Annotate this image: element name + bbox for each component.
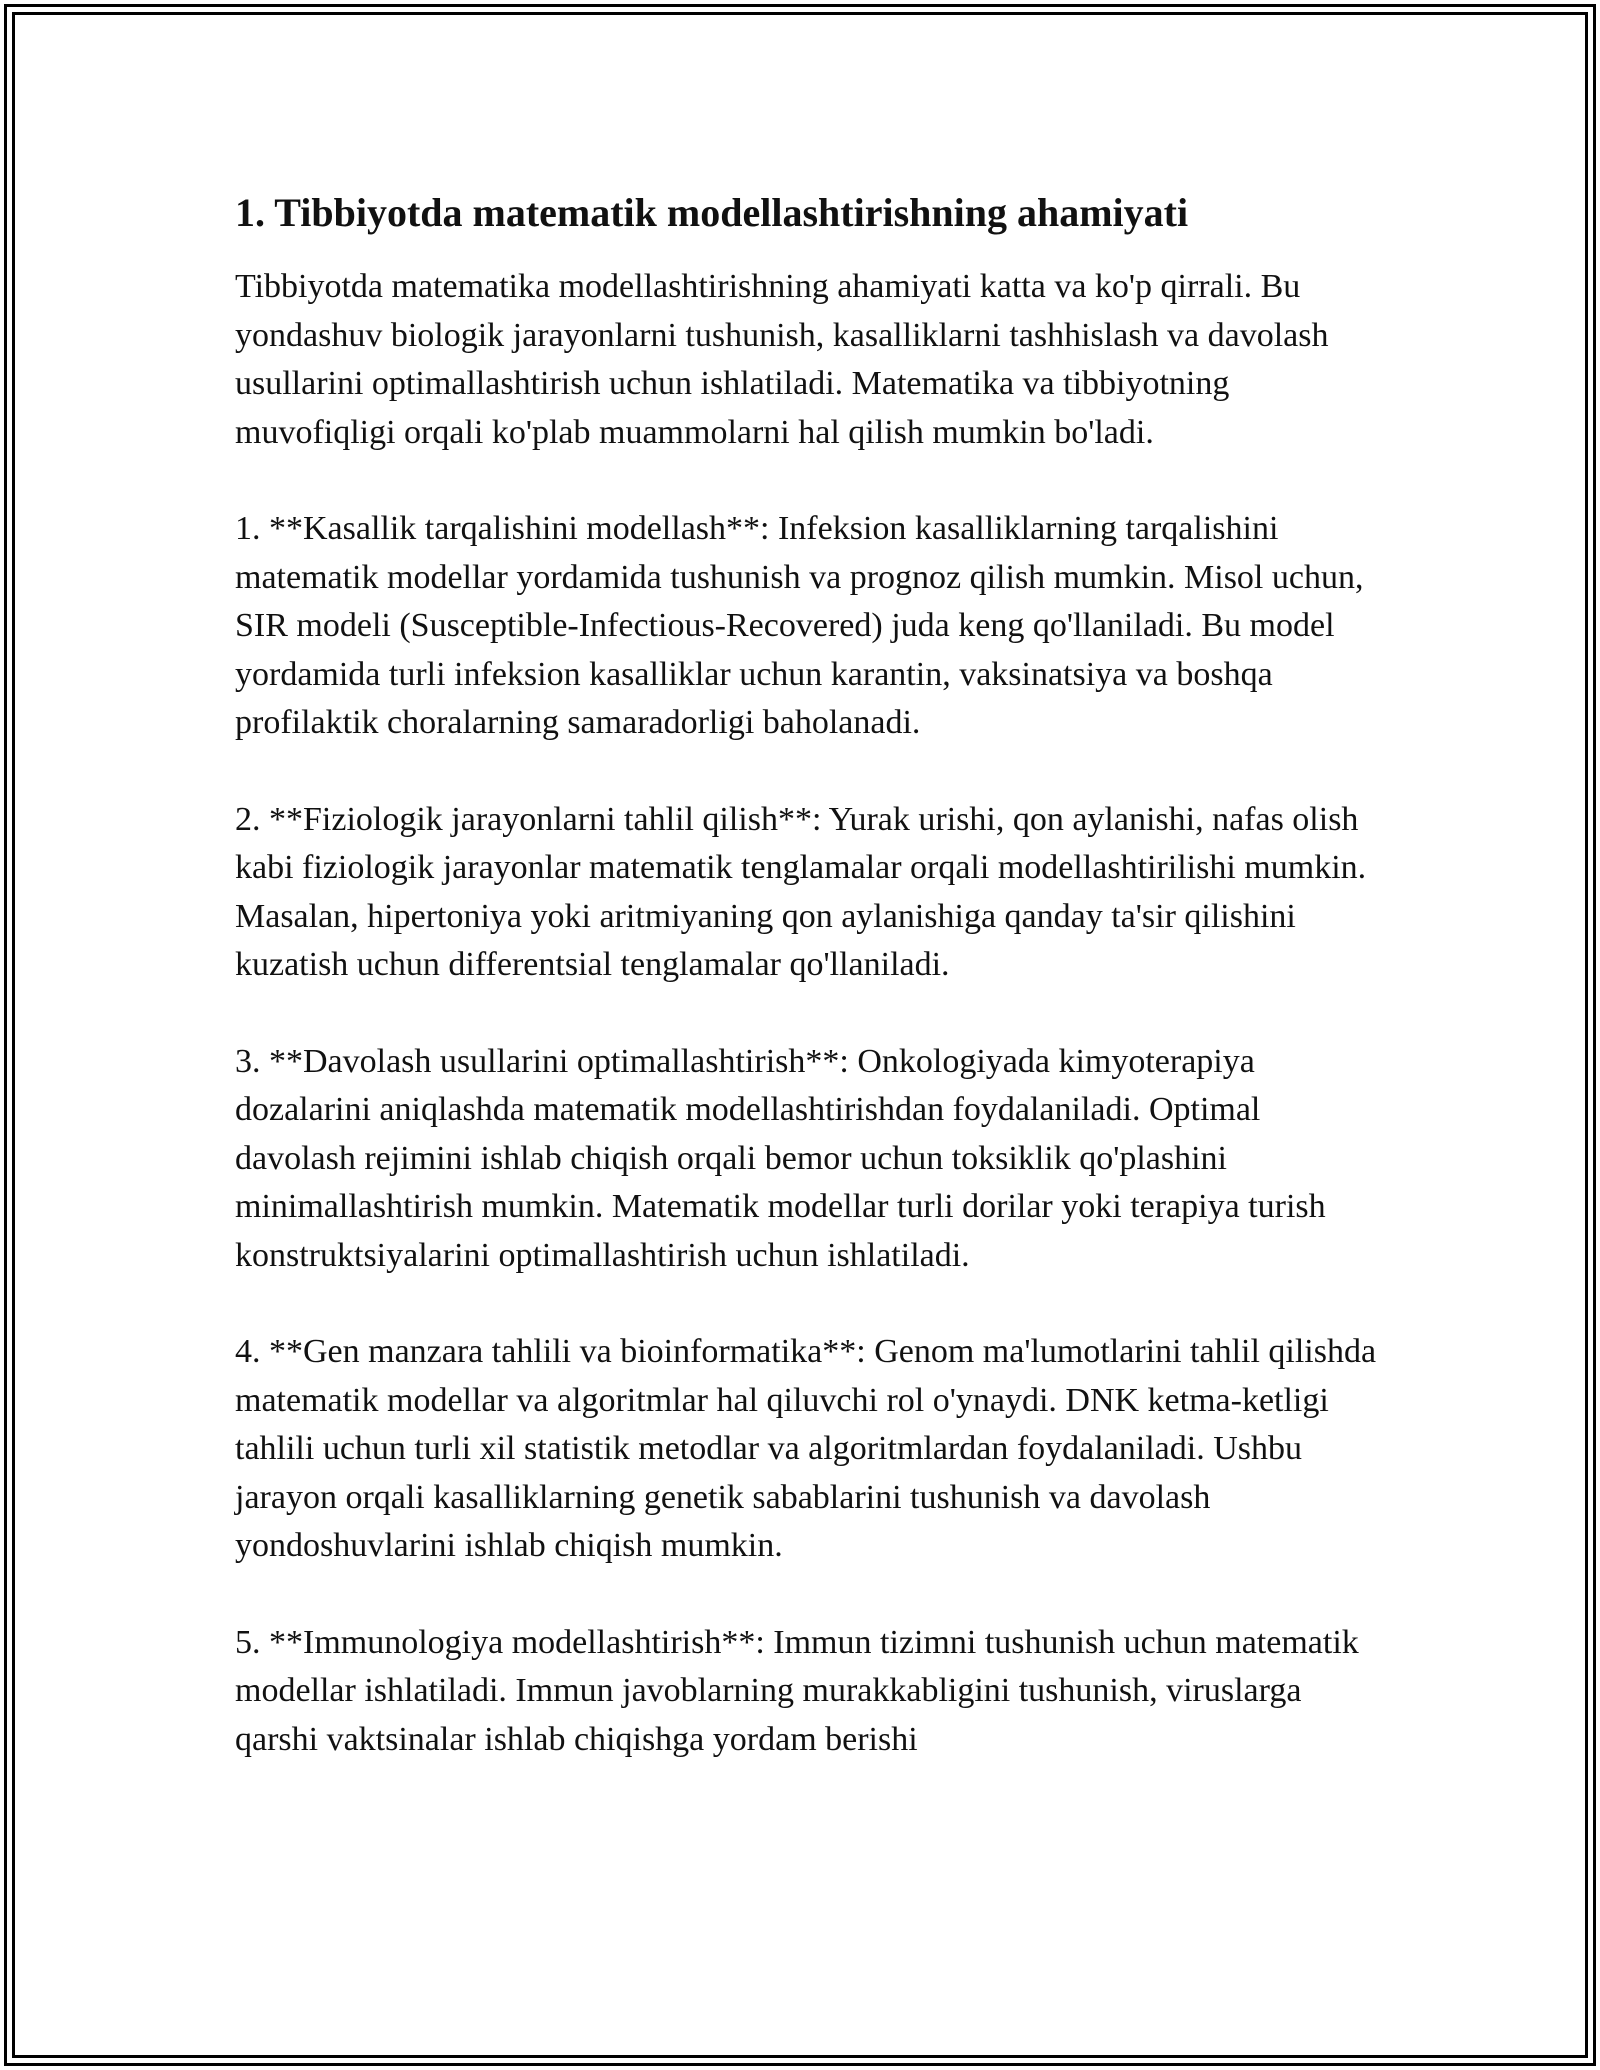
list-item: 3. **Davolash usullarini optimallashtirish**: Onkologiyada kimyoterapiya dozalarini aniqlashda matematik modellashtirishdan foydalaniladi. Optimal davolash rejimini ishlab chiqish orqali bemor uchun toksiklik qo'plashini minimallashtirish mumkin. Matematik modellar turli dorilar yoki terapiya turish konstruktsiyalarini optimallashtirish uchun ishlatiladi. <box>235 1042 1326 1274</box>
document-body <box>235 185 1385 1764</box>
list-item: 5. **Immunologiya modellashtirish**: Immun tizimni tushunish uchun matematik modellar ishlatiladi. Immun javoblarning murakkabligini tushunish, viruslarga qarshi vaktsinalar ishlab chiqishga yordam berishi <box>235 1623 1359 1758</box>
list-item: 2. **Fiziologik jarayonlarni tahlil qilish**: Yurak urishi, qon aylanishi, nafas olish kabi fiziologik jarayonlar matematik tenglamalar orqali modellashtirilishi mumkin. Masalan, hipertoniya yoki aritmiyaning qon aylanishiga qanday ta'sir qilishini kuzatish uchun differentsial tenglamalar qo'llaniladi. <box>235 800 1367 983</box>
intro-paragraph: Tibbiyotda matematika modellashtirishning ahamiyati katta va ko'p qirrali. Bu yondashuv biologik jarayonlarni tushunish, kasalliklarni tashhislash va davolash usullarini optimallashtirish uchun ishlatiladi. Matematika va tibbiyotning muvofiqligi orqali ko'plab muammolarni hal qilish mumkin bo'ladi. <box>235 268 1329 451</box>
section-heading: 1. Tibbiyotda matematik modellashtirishning ahamiyati <box>235 190 1189 235</box>
list-item: 1. **Kasallik tarqalishini modellash**: Infeksion kasalliklarning tarqalishini matematik modellar yordamida tushunish va prognoz qilish mumkin. Misol uchun, SIR modeli (Susceptible-Infectious-Recovered) juda keng qo'llaniladi. Bu model yordamida turli infeksion kasalliklar uchun karantin, vaksinatsiya va boshqa profilaktik choralarning samaradorligi baholanadi. <box>235 510 1364 741</box>
list-item: 4. **Gen manzara tahlili va bioinformatika**: Genom ma'lumotlarini tahlil qilishda matematik modellar va algoritmlar hal qiluvchi rol o'ynaydi. DNK ketma-ketligi tahlili uchun turli xil statistik metodlar va algoritmlardan foydalaniladi. Ushbu jarayon orqali kasalliklarning genetik sabablarini tushunish va davolash yondoshuvlarini ishlab chiqish mumkin. <box>235 1333 1377 1564</box>
